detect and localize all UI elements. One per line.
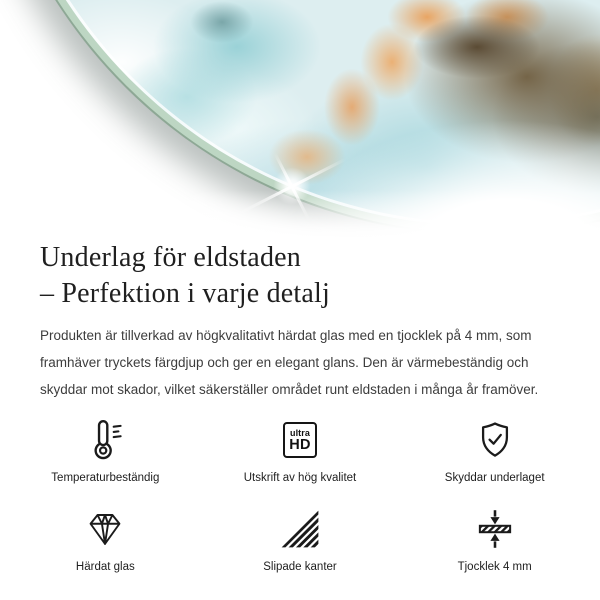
- product-description: Produkten är tillverkad av högkvalitativt härdat glas med en tjocklek på 4 mm, som framhäver tryckets färgdjup och ger en elegant glans. Den är värmebeständig och skyddar mot skador, vilket säkerställer området runt eldstaden i många år framöver.: [40, 328, 539, 397]
- feature-protects-surface: [397, 417, 592, 486]
- ultra-hd-icon-text-bottom: HD: [289, 436, 311, 453]
- feature-label: Utskrift av hög kvalitet: [243, 472, 357, 484]
- shield-check-icon: [474, 417, 516, 463]
- feature-label: Härdat glas: [75, 561, 135, 573]
- feature-label: Skyddar underlaget: [444, 472, 545, 484]
- feature-temperature-resistant: [8, 417, 203, 486]
- ultra-hd-icon: [283, 417, 317, 463]
- title-line-1: Underlag för eldstaden: [40, 242, 301, 273]
- feature-polished-edges: [203, 506, 398, 575]
- page-title: [40, 238, 560, 312]
- feature-label: Slipade kanter: [263, 561, 337, 573]
- thermometer-icon: [83, 417, 127, 463]
- description-block: [0, 238, 600, 403]
- feature-label: Temperaturbeständig: [51, 472, 160, 484]
- feature-tempered-glass: [8, 506, 203, 575]
- compressed-thickness-icon: [473, 506, 517, 552]
- feature-thickness-4mm: [397, 506, 592, 575]
- beveled-edge-icon: [279, 506, 321, 552]
- feature-print-quality: [203, 417, 398, 486]
- ultra-hd-icon-text-top: ultra: [289, 427, 310, 438]
- feature-grid: [0, 417, 600, 575]
- sparkle-glint-icon: [268, 162, 316, 210]
- title-line-2: – Perfektion i varje detalj: [40, 278, 330, 309]
- diamond-icon: [84, 506, 126, 552]
- hero-product-image: [0, 0, 600, 238]
- feature-label: Tjocklek 4 mm: [457, 561, 532, 573]
